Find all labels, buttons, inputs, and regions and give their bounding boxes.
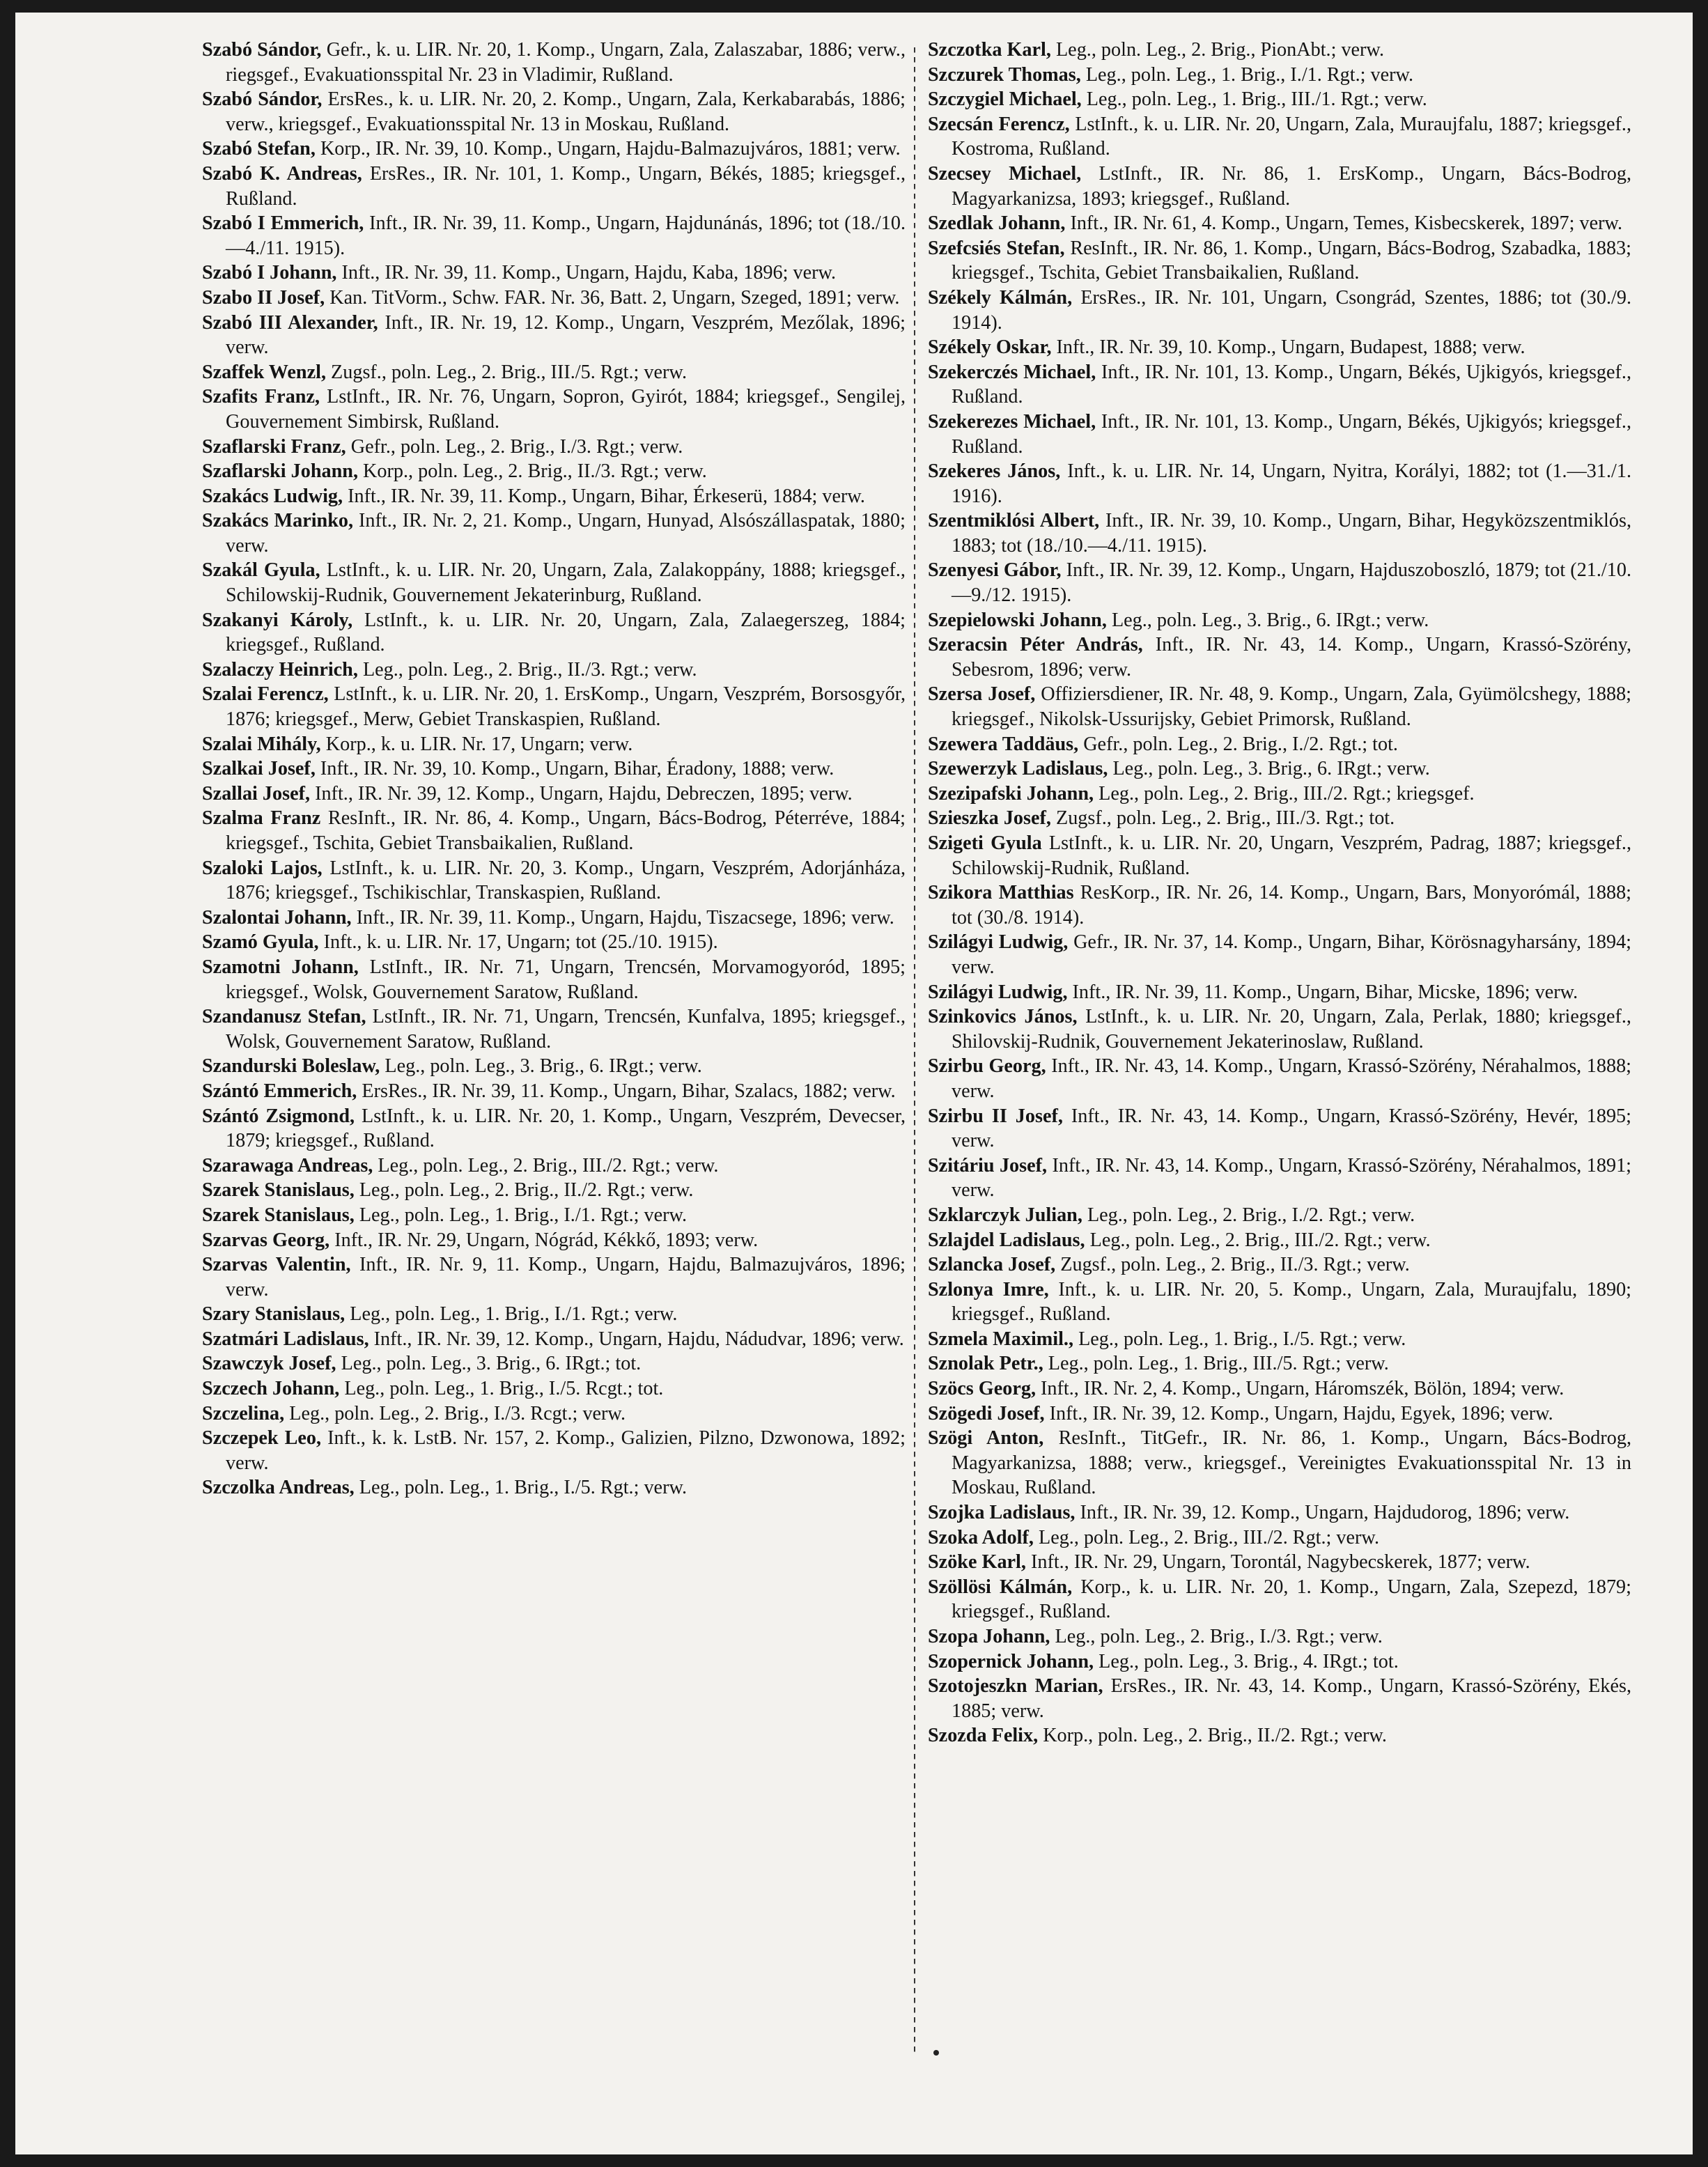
entry-details: Leg., poln. Leg., 2. Brig., I./2. Rgt.; verw. [1082,1204,1415,1226]
entry-name: Szekeres János, [928,460,1061,483]
list-item [928,38,1631,63]
list-item [928,1252,1631,1277]
list-item [928,1575,1631,1624]
entry-name: Szepielowski Johann, [928,609,1107,631]
entry-name: Szaflarski Franz, [202,435,346,458]
entry-details: LstInft., k. u. LIR. Nr. 20, 1. ErsKomp., Ungarn, Veszprém, Borsosgyőr, 1876; kriegsgef., Merw, Gebiet Transkaspien, Rußland. [226,683,906,731]
entry-details: Inft., k. k. LstB. Nr. 157, 2. Komp., Galizien, Pilzno, Dzwonowa, 1892; verw. [226,1427,906,1474]
entry-name: Szopernick Johann, [928,1650,1094,1672]
list-item [202,38,906,87]
entry-details: Leg., poln. Leg., 2. Brig., III./2. Rgt.; verw. [1085,1229,1431,1251]
entry-details: ResKorp., IR. Nr. 26, 14. Komp., Ungarn, Bars, Monyorómál, 1888; tot (30./8. 1914). [952,882,1631,929]
entry-details: Zugsf., poln. Leg., 2. Brig., III./3. Rgt.; tot. [1050,807,1395,830]
entry-details: Inft., IR. Nr. 39, 12. Komp., Ungarn, Hajduszoboszló, 1879; tot (21./10.—9./12. 1915). [952,559,1631,607]
right-column [928,38,1631,1748]
list-item [928,930,1631,979]
entry-details: Leg., poln. Leg., 1. Brig., I./1. Rgt.; verw. [1080,63,1414,86]
entry-details: Inft., IR. Nr. 39, 11. Komp., Ungarn, Bihar, Micske, 1896; verw. [1067,981,1578,1003]
entry-name: Szirbu II Josef, [928,1105,1063,1127]
entry-details: Inft., IR. Nr. 29, Ungarn, Nógrád, Kékkő, 1893; verw. [329,1229,759,1251]
entry-name: Szaloki Lajos, [202,857,323,879]
entry-name: Szekerczés Michael, [928,361,1096,383]
entry-details: LstInft., IR. Nr. 71, Ungarn, Trencsén, Morvamogyoród, 1895; kriegsgef., Wolsk, Gouvernement Saratow, Rußland. [226,956,906,1003]
list-item [928,508,1631,558]
ink-dot [933,2050,939,2056]
list-item [202,558,906,607]
entry-name: Szalaczy Heinrich, [202,658,358,681]
list-item [928,1376,1631,1401]
list-item [928,1624,1631,1649]
entry-name: Szabo II Josef, [202,286,325,309]
entry-name: Szöllösi Kálmán, [928,1576,1073,1598]
entry-name: Szabó Sándor, [202,39,322,61]
list-item [928,162,1631,211]
list-item [202,1426,906,1475]
list-item [928,1327,1631,1352]
entry-details: Inft., IR. Nr. 39, 11. Komp., Ungarn, Hajdu, Tiszacsege, 1896; verw. [351,906,894,929]
entry-name: Sznolak Petr., [928,1353,1043,1375]
entry-details: Inft., IR. Nr. 39, 11. Komp., Ungarn, Hajdu, Kaba, 1896; verw. [336,262,837,284]
list-item [928,682,1631,731]
list-item [202,732,906,757]
entry-details: Inft., IR. Nr. 61, 4. Komp., Ungarn, Temes, Kisbecskerek, 1897; verw. [1065,212,1623,235]
list-item [928,1401,1631,1427]
list-item [928,286,1631,335]
entry-details: Korp., k. u. LIR. Nr. 17, Ungarn; verw. [320,733,633,755]
entry-details: ErsRes., IR. Nr. 101, Ungarn, Csongrád, Szentes, 1886; tot (30./9. 1914). [952,286,1631,334]
entry-details: Korp., k. u. LIR. Nr. 20, 1. Komp., Ungarn, Zala, Szepezd, 1879; kriegsgef., Rußland. [952,1576,1631,1623]
list-item [928,211,1631,236]
entry-details: Gefr., poln. Leg., 2. Brig., I./3. Rgt.; verw. [346,435,683,458]
entry-name: Szlancka Josef, [928,1254,1056,1276]
document-page [15,13,1693,2154]
list-item [202,1376,906,1401]
entry-name: Szakács Ludwig, [202,485,343,507]
entry-details: Inft., IR. Nr. 43, 14. Komp., Ungarn, Krassó-Szörény, Nérahalmos, 1891; verw. [952,1154,1631,1202]
entry-details: LstInft., k. u. LIR. Nr. 20, Ungarn, Zala, Zalaegerszeg, 1884; kriegsgef., Rußland. [226,609,906,656]
entry-name: Szöke Karl, [928,1551,1026,1574]
list-item [202,608,906,658]
list-item [928,63,1631,88]
entry-name: Szabó K. Andreas, [202,162,362,185]
list-item [202,385,906,434]
entry-details: ResInft., TitGefr., IR. Nr. 86, 1. Komp., Ungarn, Bács-Bodrog, Magyarkanizsa, 1888; verw., kriegsgef., Vereinigtes Evakuationsspital Nr. 13 in Moskau, Rußland. [952,1427,1631,1499]
entry-name: Szalkai Josef, [202,758,316,780]
list-item [928,1277,1631,1327]
list-item [928,1054,1631,1103]
entry-details: Leg., poln. Leg., 2. Brig., III./2. Rgt.; verw. [1033,1526,1379,1548]
list-item [202,1401,906,1427]
list-item [202,1054,906,1079]
list-item [928,1203,1631,1228]
list-item [202,484,906,509]
list-item [928,112,1631,162]
list-item [202,1302,906,1327]
list-item [928,1426,1631,1500]
entry-details: Inft., IR. Nr. 43, 14. Komp., Ungarn, Krassó-Szörény, Sebesrom, 1896; verw. [952,634,1631,681]
entry-name: Szawczyk Josef, [202,1353,336,1375]
left-column [202,38,906,1500]
entry-details: ErsRes., IR. Nr. 43, 14. Komp., Ungarn, Krassó-Szörény, Ekés, 1885; verw. [952,1675,1632,1722]
entry-name: Szalai Mihály, [202,733,321,755]
entry-details: Inft., k. u. LIR. Nr. 17, Ungarn; tot (25./10. 1915). [318,931,718,954]
entry-name: Szarvas Valentin, [202,1254,351,1276]
entry-name: Szabó Sándor, [202,88,323,111]
entry-details: Leg., poln. Leg., 2. Brig., I./3. Rgt.; verw. [1050,1626,1383,1647]
list-item [202,1351,906,1376]
entry-details: LstInft., IR. Nr. 71, Ungarn, Trencsén, Kunfalva, 1895; kriegsgef., Wolsk, Gouvernement Saratow, Rußland. [226,1006,906,1053]
entry-name: Szafits Franz, [202,386,320,408]
entry-name: Szamó Gyula, [202,931,319,954]
list-item [928,1723,1631,1748]
entry-name: Szarek Stanislaus, [202,1179,355,1202]
entry-name: Szojka Ladislaus, [928,1502,1076,1524]
entry-name: Szalontai Johann, [202,906,352,929]
entry-details: LstInft., IR. Nr. 76, Ungarn, Sopron, Gyirót, 1884; kriegsgef., Sengilej, Gouvernement Simbirsk, Rußland. [226,386,906,433]
entry-details: Leg., poln. Leg., 2. Brig., II./2. Rgt.; verw. [354,1179,694,1202]
entry-details: Leg., poln. Leg., 2. Brig., I./3. Rcgt.; verw. [284,1402,626,1424]
list-item [928,360,1631,410]
entry-details: LstInft., k. u. LIR. Nr. 20, 3. Komp., Ungarn, Veszprém, Adorjánháza, 1876; kriegsgef., Tschikischlar, Transkaspien, Rußland. [226,857,906,904]
entry-details: Inft., IR. Nr. 2, 4. Komp., Ungarn, Háromszék, Bölön, 1894; verw. [1036,1378,1565,1400]
list-item [202,1228,906,1253]
entry-name: Szakál Gyula, [202,559,320,582]
entry-details: LstInft., k. u. LIR. Nr. 20, Ungarn, Veszprém, Padrag, 1887; kriegsgef., Schilowskij-Rudnik, Rußland. [952,832,1631,879]
list-item [928,831,1631,880]
entry-name: Szandanusz Stefan, [202,1006,366,1028]
entry-name: Szmela Maximil., [928,1328,1074,1350]
entry-details: ErsRes., k. u. LIR. Nr. 20, 2. Komp., Ungarn, Zala, Kerkabarabás, 1886; verw., kriegsgef., Evakuationsspital Nr. 13 in Moskau, Rußland. [226,88,906,135]
list-item [928,335,1631,360]
list-item [202,682,906,731]
entry-details: ResInft., IR. Nr. 86, 1. Komp., Ungarn, Bács-Bodrog, Szabadka, 1883; kriegsgef., Tschita, Gebiet Transbaikalien, Rußland. [952,237,1631,284]
entry-details: Inft., IR. Nr. 39, 12. Komp., Ungarn, Hajdu, Egyek, 1896; verw. [1044,1402,1553,1424]
entry-details: Zugsf., poln. Leg., 2. Brig., II./3. Rgt.; verw. [1055,1254,1410,1276]
list-item [202,508,906,558]
entry-name: Szozda Felix, [928,1725,1039,1747]
entry-details: Inft., k. u. LIR. Nr. 14, Ungarn, Nyitra, Korályi, 1882; tot (1.—31./1. 1916). [952,460,1631,507]
list-item [202,658,906,683]
entry-details: Inft., IR. Nr. 43, 14. Komp., Ungarn, Krassó-Szörény, Hevér, 1895; verw. [952,1105,1631,1152]
entry-name: Szandurski Boleslaw, [202,1055,380,1078]
entry-name: Szaflarski Johann, [202,460,358,483]
entry-name: Szewerzyk Ladislaus, [928,758,1108,780]
entry-details: Leg., poln. Leg., 1. Brig., III./5. Rgt.; verw. [1043,1353,1389,1375]
entry-details: Leg., poln. Leg., 3. Brig., 6. IRgt.; verw. [1108,758,1430,780]
entry-details: Offiziersdiener, IR. Nr. 48, 9. Komp., Ungarn, Zala, Gyümölcshegy, 1888; kriegsgef., Nikolsk-Ussurijsky, Gebiet Primorsk, Rußland. [952,683,1632,731]
entry-name: Szieszka Josef, [928,807,1051,830]
entry-name: Szczurek Thomas, [928,63,1081,86]
list-item [202,782,906,807]
entry-name: Szinkovics János, [928,1006,1078,1028]
list-item [928,1154,1631,1203]
entry-details: Kan. TitVorm., Schw. FAR. Nr. 36, Batt. 2, Ungarn, Szeged, 1891; verw. [325,286,900,309]
entry-details: Korp., IR. Nr. 39, 10. Komp., Ungarn, Hajdu-Balmazujváros, 1881; verw. [315,138,901,160]
list-item [928,880,1631,930]
entry-name: Szalai Ferencz, [202,683,329,706]
list-item [928,632,1631,682]
entry-details: ResInft., IR. Nr. 86, 4. Komp., Ungarn, Bács-Bodrog, Péterréve, 1884; kriegsgef., Tschita, Gebiet Transbaikalien, Rußland. [226,807,906,854]
entry-name: Szilágyi Ludwig, [928,981,1068,1003]
list-item [202,87,906,137]
entry-name: Szabó I Johann, [202,262,337,284]
entry-name: Szirbu Georg, [928,1055,1046,1078]
entry-name: Szklarczyk Julian, [928,1204,1082,1226]
entry-details: Inft., IR. Nr. 2, 21. Komp., Ungarn, Hunyad, Alsószállaspatak, 1880; verw. [226,510,906,557]
entry-name: Szarvas Georg, [202,1229,330,1251]
entry-name: Szefcsiés Stefan, [928,237,1065,259]
entry-details: Leg., poln. Leg., 2. Brig., III./2. Rgt.; verw. [373,1154,719,1176]
entry-name: Szersa Josef, [928,683,1036,706]
entry-name: Szczepek Leo, [202,1427,322,1450]
list-item [202,459,906,484]
entry-name: Szewera Taddäus, [928,733,1079,755]
entry-details: Inft., IR. Nr. 29, Ungarn, Torontál, Nagybecskerek, 1877; verw. [1025,1551,1530,1574]
entry-name: Szczygiel Michael, [928,88,1082,111]
entry-details: LstInft., k. u. LIR. Nr. 20, Ungarn, Zala, Muraujfalu, 1887; kriegsgef., Kostroma, Rußland. [952,113,1632,160]
list-item [202,1252,906,1302]
entry-details: Inft., IR. Nr. 101, 13. Komp., Ungarn, Békés, Ujkigyós; kriegsgef., Rußland. [952,410,1631,458]
entry-name: Szikora Matthias [928,882,1074,904]
entry-details: Leg., poln. Leg., 2. Brig., PionAbt.; verw. [1050,39,1385,61]
entry-details: Inft., IR. Nr. 39, 11. Komp., Ungarn, Bihar, Érkeserü, 1884; verw. [343,485,865,507]
list-item [202,261,906,286]
list-item [928,410,1631,459]
list-item [928,1525,1631,1551]
entry-details: Leg., poln. Leg., 1. Brig., III./1. Rgt.; verw. [1081,88,1427,111]
list-item [928,1004,1631,1054]
list-item [202,1327,906,1352]
entry-name: Szopa Johann, [928,1626,1050,1647]
entry-name: Szalma Franz [202,807,321,830]
entry-name: Szilágyi Ludwig, [928,931,1069,954]
entry-details: Leg., poln. Leg., 1. Brig., I./1. Rgt.; verw. [345,1303,678,1326]
list-item [202,1475,906,1500]
list-item [202,1203,906,1228]
entry-name: Szecsey Michael, [928,162,1082,185]
entry-details: LstInft., k. u. LIR. Nr. 20, Ungarn, Zala, Perlak, 1880; kriegsgef., Shilovskij-Rudnik, Gouvernement Jekaterinoslaw, Rußland. [952,1006,1631,1053]
list-item [202,1004,906,1054]
entry-details: LstInft., k. u. LIR. Nr. 20, 1. Komp., Ungarn, Veszprém, Devecser, 1879; kriegsgef., Rußland. [226,1105,906,1152]
list-item [928,732,1631,757]
entry-details: Leg., poln. Leg., 1. Brig., I./5. Rgt.; verw. [1073,1328,1406,1350]
entry-name: Szczech Johann, [202,1378,340,1400]
entry-name: Szentmiklósi Albert, [928,510,1100,532]
entry-details: Leg., poln. Leg., 2. Brig., III./2. Rgt.; kriegsgef. [1094,782,1475,805]
entry-name: Szczelina, [202,1402,285,1424]
column-divider [914,47,915,2053]
list-item [202,211,906,261]
entry-details: Inft., IR. Nr. 19, 12. Komp., Ungarn, Veszprém, Mezőlak, 1896; verw. [226,311,906,359]
entry-name: Szarawaga Andreas, [202,1154,373,1176]
list-item [928,1104,1631,1154]
entry-name: Szatmári Ladislaus, [202,1328,369,1350]
entry-name: Szczotka Karl, [928,39,1051,61]
entry-details: Korp., poln. Leg., 2. Brig., II./3. Rgt.; verw. [358,460,707,483]
entry-details: Inft., IR. Nr. 39, 12. Komp., Ungarn, Hajdudorog, 1896; verw. [1075,1502,1570,1524]
list-item [202,311,906,360]
entry-details: Korp., poln. Leg., 2. Brig., II./2. Rgt.; verw. [1038,1725,1387,1747]
entry-details: Inft., k. u. LIR. Nr. 20, 5. Komp., Ungarn, Zala, Muraujfalu, 1890; kriegsgef., Rußland. [952,1278,1631,1326]
entry-name: Szary Stanislaus, [202,1303,346,1326]
entry-name: Szakács Marinko, [202,510,354,532]
entry-name: Szántó Zsigmond, [202,1105,355,1127]
entry-details: Inft., IR. Nr. 39, 10. Komp., Ungarn, Bihar, Hegyközszentmiklós, 1883; tot (18./10.—4./11. 1915). [952,510,1631,557]
entry-name: Szczolka Andreas, [202,1477,355,1499]
entry-details: LstInft., k. u. LIR. Nr. 20, Ungarn, Zala, Zalakoppány, 1888; kriegsgef., Schilowskij-Rudnik, Gouvernement Jekaterinburg, Rußland. [226,559,906,607]
list-item [928,980,1631,1005]
entry-details: Inft., IR. Nr. 9, 11. Komp., Ungarn, Hajdu, Balmazujváros, 1896; verw. [226,1254,906,1300]
entry-details: ErsRes., IR. Nr. 39, 11. Komp., Ungarn, Bihar, Szalacs, 1882; verw. [357,1080,896,1102]
list-item [928,806,1631,831]
list-item [928,1649,1631,1675]
list-item [928,558,1631,607]
entry-name: Szenyesi Gábor, [928,559,1062,582]
entry-details: Leg., poln. Leg., 3. Brig., 6. IRgt.; tot. [336,1353,642,1375]
entry-details: Inft., IR. Nr. 39, 12. Komp., Ungarn, Hajdu, Debreczen, 1895; verw. [310,782,853,805]
entry-name: Szallai Josef, [202,782,311,805]
entry-details: Leg., poln. Leg., 3. Brig., 6. IRgt.; verw. [380,1055,702,1078]
entry-name: Szedlak Johann, [928,212,1066,235]
list-item [202,756,906,782]
list-item [202,930,906,955]
list-item [202,1104,906,1154]
list-item [928,459,1631,508]
list-item [202,906,906,931]
list-item [928,1351,1631,1376]
entry-name: Szaffek Wenzl, [202,361,326,383]
list-item [202,856,906,906]
list-item [928,782,1631,807]
entry-name: Székely Oskar, [928,336,1052,359]
entry-name: Szeracsin Péter András, [928,634,1143,656]
entry-name: Szabó Stefan, [202,138,316,160]
entry-details: Leg., poln. Leg., 1. Brig., I./5. Rcgt.; tot. [339,1378,664,1400]
list-item [928,608,1631,633]
entry-name: Szlajdel Ladislaus, [928,1229,1085,1251]
list-item [928,236,1631,286]
list-item [202,955,906,1004]
entry-name: Szotojeszkn Marian, [928,1675,1103,1698]
entry-name: Szlonya Imre, [928,1278,1049,1300]
list-item [202,435,906,460]
entry-details: LstInft., IR. Nr. 86, 1. ErsKomp., Ungarn, Bács-Bodrog, Magyarkanizsa, 1893; kriegsgef., Rußland. [952,162,1631,210]
list-item [202,137,906,162]
entry-details: Inft., IR. Nr. 101, 13. Komp., Ungarn, Békés, Ujkigyós, kriegsgef., Rußland. [952,361,1632,408]
entry-details: Gefr., poln. Leg., 2. Brig., I./2. Rgt.; tot. [1078,733,1398,755]
entry-name: Szabó I Emmerich, [202,212,364,235]
list-item [928,87,1631,112]
entry-name: Szakanyi Károly, [202,609,353,631]
list-item [202,1178,906,1203]
entry-name: Székely Kálmán, [928,286,1073,309]
entry-details: Gefr., IR. Nr. 37, 14. Komp., Ungarn, Bihar, Körösnagyharsány, 1894; verw. [952,931,1631,978]
entry-name: Szamotni Johann, [202,956,359,978]
entry-name: Szigeti Gyula [928,832,1042,854]
list-item [928,756,1631,782]
entry-details: Leg., poln. Leg., 3. Brig., 4. IRgt.; tot. [1094,1650,1399,1672]
list-item [928,1674,1631,1723]
list-item [202,286,906,311]
entry-name: Szoka Adolf, [928,1526,1034,1548]
entry-name: Szezipafski Johann, [928,782,1094,805]
entry-name: Szarek Stanislaus, [202,1204,355,1226]
entry-details: Gefr., k. u. LIR. Nr. 20, 1. Komp., Ungarn, Zala, Zalaszabar, 1886; verw., riegsgef., Evakuationsspital Nr. 23 in Vladimir, Rußland. [226,39,906,86]
entry-name: Szecsán Ferencz, [928,113,1070,135]
list-item [202,1079,906,1104]
entry-name: Szitáriu Josef, [928,1154,1048,1176]
entry-details: Leg., poln. Leg., 3. Brig., 6. IRgt.; verw. [1106,609,1429,631]
entry-details: Leg., poln. Leg., 2. Brig., II./3. Rgt.; verw. [357,658,697,681]
entry-name: Szögi Anton, [928,1427,1044,1450]
entry-details: Zugsf., poln. Leg., 2. Brig., III./5. Rgt.; verw. [326,361,687,383]
list-item [202,1154,906,1179]
entry-name: Szöcs Georg, [928,1378,1036,1400]
list-item [928,1228,1631,1253]
entry-details: Inft., IR. Nr. 39, 10. Komp., Ungarn, Bihar, Éradony, 1888; verw. [315,758,834,780]
entry-details: Inft., IR. Nr. 39, 12. Komp., Ungarn, Hajdu, Nádudvar, 1896; verw. [368,1328,904,1350]
entry-name: Szekerezes Michael, [928,410,1096,433]
entry-details: Leg., poln. Leg., 1. Brig., I./1. Rgt.; verw. [354,1204,688,1226]
entry-details: Inft., IR. Nr. 39, 11. Komp., Ungarn, Hajdunánás, 1896; tot (18./10.—4./11. 1915). [226,212,906,259]
entry-name: Szögedi Josef, [928,1402,1045,1424]
entry-details: Leg., poln. Leg., 1. Brig., I./5. Rgt.; verw. [354,1477,688,1499]
list-item [202,360,906,385]
list-item [928,1500,1631,1525]
list-item [202,162,906,211]
entry-name: Szántó Emmerich, [202,1080,357,1102]
entry-details: ErsRes., IR. Nr. 101, 1. Komp., Ungarn, Békés, 1885; kriegsgef., Rußland. [226,162,906,210]
entry-details: Inft., IR. Nr. 43, 14. Komp., Ungarn, Krassó-Szörény, Nérahalmos, 1888; verw. [952,1055,1631,1102]
list-item [928,1550,1631,1575]
list-item [202,806,906,855]
entry-details: Inft., IR. Nr. 39, 10. Komp., Ungarn, Budapest, 1888; verw. [1051,336,1525,359]
entry-name: Szabó III Alexander, [202,311,378,334]
